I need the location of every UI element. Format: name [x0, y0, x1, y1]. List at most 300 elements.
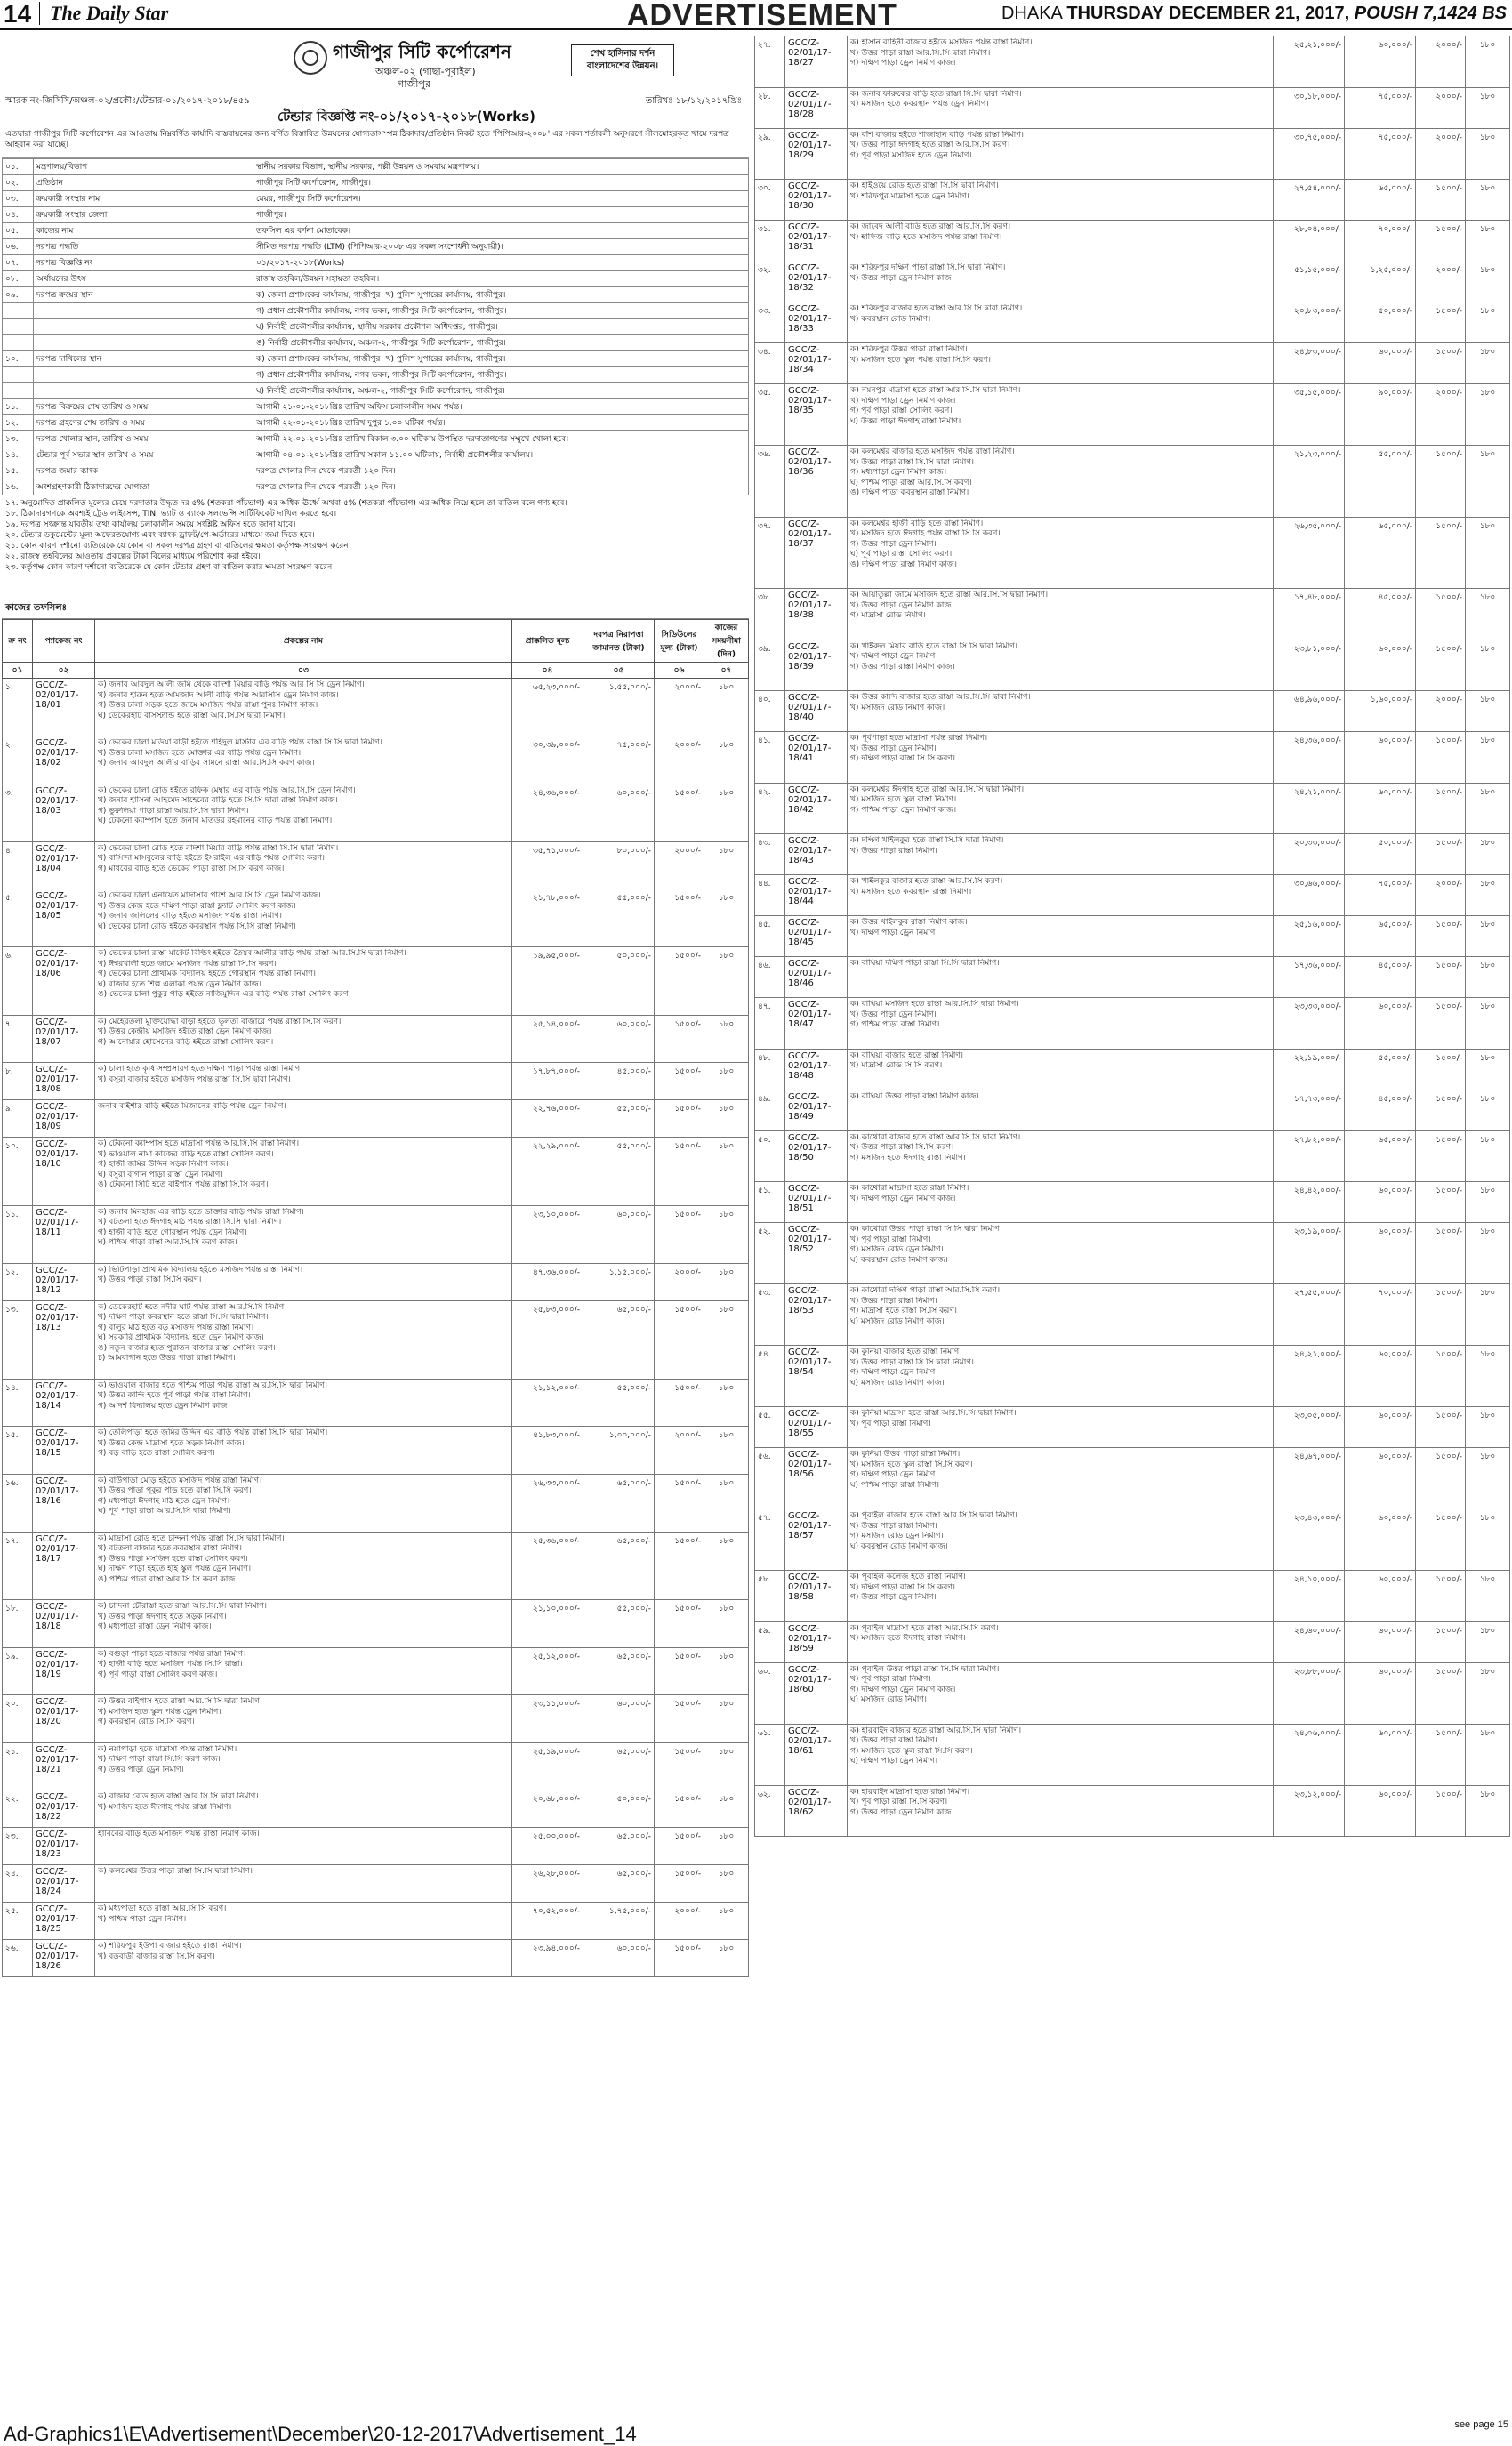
row-package: GCC/Z-02/01/17-18/21: [33, 1742, 95, 1790]
row-package: GCC/Z-02/01/17-18/37: [785, 517, 848, 589]
table-row: [3, 1138, 749, 1206]
table-row: [755, 1448, 1510, 1509]
row-security-deposit: ৬০,০০০/-: [1345, 783, 1416, 834]
description-line: ঘ) টেকনো ক্যাম্পাস হতে জনাব মতিউর রহমানের বাড়ি পর্যন্ত রাস্তা নির্মাণ।: [98, 817, 333, 825]
row-serial: ২৬.: [3, 1940, 33, 1977]
table-row: [755, 783, 1510, 834]
description-line: ক) কলমেশ্বর উত্তর পাড়া রাস্তা সি.সি দ্বারা নির্মাণ।: [98, 1867, 253, 1876]
table-row: [755, 691, 1510, 732]
description-line: গ) মসজিদ হতে ঈদগাহ রাস্তা নির্মাণ।: [850, 1153, 966, 1163]
row-serial: ১৯.: [3, 1647, 33, 1695]
row-duration-days: ১৮০: [704, 1865, 749, 1903]
row-security-deposit: ৮০,০০০/-: [583, 841, 655, 889]
table-row: [3, 947, 749, 1016]
row-estimated-cost: ২৩,৪৩,০০০/-: [1274, 1509, 1345, 1571]
table-row: [3, 1828, 749, 1865]
row-security-deposit: ৬০,০০০/-: [583, 1695, 655, 1743]
issue-date-bangla: POUSH 7,1424 BS: [1354, 4, 1507, 23]
row-security-deposit: ৬৫,০০০/-: [1345, 180, 1416, 221]
row-serial: ৩৫.: [755, 384, 785, 446]
row-duration-days: ১৮০: [1466, 834, 1510, 875]
description-line: ক) দক্ষিণ খাইলকুর হতে রাস্তা সি.সি দ্বারা নির্মাণ।: [850, 836, 1004, 845]
row-schedule-price: ১৫০০/-: [1416, 732, 1466, 784]
description-line: গ) বড় বাড়ি হতে রাস্তা সোলিং করণ।: [98, 1449, 215, 1458]
page-number: 14: [4, 0, 32, 28]
info-row: [3, 319, 749, 335]
table-column-number: ০৩: [95, 663, 512, 679]
description-line: গ) মসজিদ রোড ড্রেন নির্মাণ।: [850, 1532, 944, 1541]
row-estimated-cost: ৪৭,৩৬,০০০/-: [512, 1263, 583, 1300]
row-serial: ৫৮.: [755, 1571, 785, 1622]
row-duration-days: ১৮০: [704, 1742, 749, 1790]
description-line: ক) নয়াপাড়া হতে মাদ্রাসা পর্যন্ত রাস্তা নির্মাণ।: [98, 1744, 237, 1754]
row-description: [848, 1130, 1274, 1182]
row-schedule-price: ২০০০/-: [655, 1903, 704, 1940]
row-package: GCC/Z-02/01/17-18/02: [33, 736, 95, 784]
row-estimated-cost: ২২,২৯,০০০/-: [512, 1138, 583, 1206]
row-package: GCC/Z-02/01/17-18/06: [33, 947, 95, 1016]
row-description: [848, 1223, 1274, 1284]
row-duration-days: ১৮০: [1466, 1090, 1510, 1130]
row-schedule-price: ১৫০০/-: [1416, 957, 1466, 998]
info-row: [3, 383, 749, 399]
row-estimated-cost: ২৭,৫৪,০০০/-: [1274, 180, 1345, 221]
row-security-deposit: ৭০,০০০/-: [1345, 1284, 1416, 1346]
table-header: দরপত্র নিরাপত্তা জামানত (টাকা): [583, 620, 655, 663]
table-row: [755, 1571, 1510, 1622]
description-line: ক) তেলিপাড়া হতে জমির উদ্দিন এর বাড়ি পর্যন্ত রাস্তা সি.সি দ্বারা নির্মাণ।: [98, 1428, 328, 1437]
info-row-number: ০৩.: [3, 191, 34, 207]
row-serial: ৫৫.: [755, 1407, 785, 1448]
table-row: [3, 1940, 749, 1977]
description-line: গ) ভেকের চালা প্রাথমিক বিদ্যালয় হইতে গোরস্থান পর্যন্ত রাস্তা নির্মাণ।: [98, 970, 316, 978]
row-schedule-price: ১৫০০/-: [655, 1138, 704, 1206]
row-serial: ২০.: [3, 1695, 33, 1743]
table-row: [755, 180, 1510, 221]
description-line: খ) উত্তর পাড়া রাস্তা নির্মাণ।: [850, 846, 937, 856]
row-serial: ৪৯.: [755, 1090, 785, 1130]
row-description: [848, 1448, 1274, 1509]
table-row: [755, 1785, 1510, 1837]
table-row: [755, 446, 1510, 518]
info-row-number: ১৪.: [3, 447, 34, 463]
row-package: GCC/Z-02/01/17-18/07: [33, 1015, 95, 1063]
row-estimated-cost: ২৩,৩৩,০০০/-: [1274, 998, 1345, 1050]
row-package: GCC/Z-02/01/17-18/50: [785, 1130, 848, 1182]
row-estimated-cost: ৬৪,৯৬,০০০/-: [1274, 691, 1345, 732]
description-line: গ) উত্তর ঢালা সড়ক হতে জামে মসজিদ পর্যন্ত রাস্তা পুনঃ নির্মাণ কাজ।: [98, 701, 318, 710]
row-serial: ৩০.: [755, 180, 785, 221]
row-serial: ৪৭.: [755, 998, 785, 1050]
row-duration-days: ১৮০: [704, 1695, 749, 1743]
description-line: খ) বটতলা হতে ঈদগাহ মাঠ পর্যন্ত রাস্তা সি.সি দ্বারা নির্মাণ।: [98, 1218, 282, 1227]
row-schedule-price: ১৫০০/-: [1416, 1346, 1466, 1407]
row-duration-days: ১৮০: [704, 736, 749, 784]
table-row: [755, 1182, 1510, 1223]
description-line: খ) মসজিদ রোড নির্মাণ কাজ।: [850, 703, 945, 712]
row-security-deposit: ৫৫,০০০/-: [583, 889, 655, 947]
table-row: [755, 1621, 1510, 1662]
description-line: ক) কলমেশ্বর হাজী বাড়ি হতে রাস্তা নির্মাণ।: [850, 519, 984, 528]
row-estimated-cost: ২৩,১০,০০০/-: [512, 1205, 583, 1263]
row-estimated-cost: ২১,১০,০০০/-: [512, 1600, 583, 1648]
row-serial: ১৬.: [3, 1474, 33, 1532]
row-description: [848, 1785, 1274, 1837]
description-line: গ) হাজী বাড়ি হতে গোরস্থান পর্যন্ত ড্রেন নির্মাণ।: [98, 1227, 247, 1237]
row-package: GCC/Z-02/01/17-18/19: [33, 1647, 95, 1695]
row-package: GCC/Z-02/01/17-18/58: [785, 1571, 848, 1622]
row-duration-days: ১৮০: [1466, 446, 1510, 518]
description-line: ক) বাঘিয়া উত্তর পাড়া রাস্তা নির্মাণ কাজ।: [850, 1091, 979, 1101]
description-line: খ) উত্তর পাড়া পুকুর পাড় হতে রাস্তা সি.সি করণ।: [98, 1486, 252, 1495]
row-package: GCC/Z-02/01/17-18/59: [785, 1621, 848, 1662]
row-security-deposit: ৬৫,০০০/-: [1345, 1130, 1416, 1182]
row-estimated-cost: ২৫,০০,০০০/-: [512, 1828, 583, 1865]
row-security-deposit: ১,৫৫,০০০/-: [583, 679, 655, 736]
description-line: ক) বাজার রোড হতে রাস্তা আর.সি.সি দ্বারা নির্মাণ।: [98, 1792, 259, 1801]
row-duration-days: ১৮০: [1466, 783, 1510, 834]
row-security-deposit: ৬৫,০০০/-: [583, 1742, 655, 1790]
description-line: ক) ভাওয়াল বাজার হতে পশ্চিম পাড়া পর্যন্ত রাস্তা আর.সি.সি দ্বারা নির্মাণ।: [98, 1380, 327, 1390]
info-row-value: আগামী ২১-০১-২০১৮খ্রিঃ তারিখ অফিস চলাকালীন সময় পর্যন্ত।: [253, 399, 749, 415]
organization-name: গাজীপুর সিটি কর্পোরেশন: [333, 41, 511, 62]
row-description: [848, 180, 1274, 221]
row-description: [95, 841, 512, 889]
row-security-deposit: ১,৭৫,০০০/-: [583, 1903, 655, 1940]
row-serial: ২৩.: [3, 1828, 33, 1865]
info-row-value: আগামী ২২-০১-২০১৮খ্রিঃ তারিখ বিকাল ৩.০০ ঘটিকায় উপস্থিত দরদাতাগণের সম্মুখে খোলা হবে।: [253, 431, 749, 447]
row-schedule-price: ১৫০০/-: [655, 1742, 704, 1790]
row-description: [95, 1940, 512, 1977]
row-duration-days: ১৮০: [704, 1828, 749, 1865]
tender-title: টেন্ডার বিজ্ঞপ্তি নং-০১/২০১৭-২০১৮(Works): [277, 109, 536, 125]
description-line: খ) দক্ষিণ পাড়া রাস্তা সি.সি করণ কাজ।: [98, 1755, 221, 1764]
description-line: খ) মসজিদ হতে কবরস্থান রাস্তা নির্মাণ।: [850, 887, 972, 897]
row-schedule-price: ১৫০০/-: [1416, 916, 1466, 957]
description-line: গ) বালুর মাঠ হতে বড় মসজিদ পর্যন্ত রাস্তা নির্মাণ।: [98, 1323, 254, 1332]
description-line: খ) মসজিদ হতে স্কুল রাস্তা নির্মাণ।: [850, 795, 957, 804]
description-line: খ) উত্তর পাড়া রাস্তা আর.সি.সি দ্বারা নির্মাণ।: [850, 48, 991, 58]
description-line: গ) উত্তর পাড়া ড্রেন নির্মাণ।: [850, 539, 937, 549]
table-column-number: ০২: [33, 663, 95, 679]
row-description: [848, 1662, 1274, 1724]
description-line: ক) হাসান বাহিনী বাজার হইতে মসজিদ পর্যন্ত রাস্তা নির্মাণ।: [850, 38, 1033, 47]
row-schedule-price: ১৫০০/-: [1416, 1049, 1466, 1090]
row-description: [95, 1063, 512, 1100]
info-row-label: [34, 319, 253, 335]
row-schedule-price: ১৫০০/-: [655, 1300, 704, 1379]
row-description: [848, 517, 1274, 589]
row-schedule-price: ১৫০০/-: [1416, 343, 1466, 384]
row-description: [95, 1015, 512, 1063]
row-security-deposit: ৭৫,০০০/-: [1345, 128, 1416, 180]
row-package: GCC/Z-02/01/17-18/55: [785, 1407, 848, 1448]
paper-name: The Daily Star: [50, 2, 169, 24]
row-description: [848, 302, 1274, 343]
row-description: [848, 221, 1274, 261]
row-estimated-cost: ২৪,৬৭,০০০/-: [1274, 1448, 1345, 1509]
description-line: গ) মসজিদ হতে স্কুল রাস্তা সি.সি করণ।: [850, 1746, 973, 1756]
row-duration-days: ১৮০: [704, 1532, 749, 1600]
info-row-label: প্রতিষ্ঠান: [34, 175, 253, 191]
row-serial: ৫১.: [755, 1182, 785, 1223]
table-row: [3, 1790, 749, 1828]
description-line: খ) হাজী বাড়ি হতে মসজিদ পর্যন্ত সি.সি রাস্তা।: [98, 1660, 243, 1669]
row-schedule-price: ১৫০০/-: [1416, 640, 1466, 691]
row-serial: ৩৪.: [755, 343, 785, 384]
table-row: [3, 1695, 749, 1743]
row-estimated-cost: ২৩,১১,০০০/-: [512, 1695, 583, 1743]
row-serial: ৫০.: [755, 1130, 785, 1182]
description-line: ক) পূবাইল কলেজ হতে রাস্তা নির্মাণ।: [850, 1573, 966, 1581]
row-schedule-price: ১৫০০/-: [655, 784, 704, 841]
info-row-value: দরপত্র খোলার দিন থেকে পরবর্তী ১২০ দিন।: [253, 479, 749, 495]
row-estimated-cost: ৭০,৫২,০০০/-: [512, 1903, 583, 1940]
row-duration-days: ১৮০: [1466, 1621, 1510, 1662]
info-row-value: ০১/২০১৭-২০১৮(Works): [253, 255, 749, 271]
row-package: GCC/Z-02/01/17-18/16: [33, 1474, 95, 1532]
row-description: [848, 783, 1274, 834]
row-security-deposit: ৬৫,০০০/-: [1345, 916, 1416, 957]
district-name: গাজীপুর: [398, 78, 430, 90]
row-duration-days: ১৮০: [704, 784, 749, 841]
description-line: খ) উত্তর পাড়া ড্রেন নির্মাণ কাজ।: [850, 273, 954, 283]
description-line: গ) উত্তর পাড়া রাস্তা নির্মাণ কাজ।: [850, 662, 955, 672]
masthead-divider: [39, 2, 40, 25]
description-line: ঘ) মসজিদ রোড নির্মাণ কাজ।: [850, 1316, 945, 1326]
row-description: [848, 834, 1274, 875]
description-line: ঘ) বাজার হতে শিল্প এলাকা পর্যন্ত ড্রেন নির্মাণ কাজ।: [98, 979, 261, 989]
row-security-deposit: ৬০,০০০/-: [1345, 1724, 1416, 1785]
row-duration-days: ১৮০: [1466, 691, 1510, 732]
row-duration-days: ১৮০: [1466, 957, 1510, 998]
description-line: ঘ) বসুরা বাগান পাড়া রাস্তা ড্রেন নির্মাণ।: [98, 1170, 223, 1179]
row-estimated-cost: ২৩,১২,০০০/-: [1274, 1785, 1345, 1837]
info-row-label: দরপত্র বিক্রয়ের শেষ তারিখ ও সময়: [34, 399, 253, 415]
row-description: [848, 1182, 1274, 1223]
row-duration-days: ১৮০: [1466, 36, 1510, 88]
description-line: গ) পূর্ব পাড়া রাস্তা সোলিং করণ কাজ।: [98, 1670, 218, 1679]
row-estimated-cost: ২২,৭৬,০০০/-: [512, 1100, 583, 1138]
note-line: ১৮. ঠিকাদারগণকে অবশ্যই ট্রেড লাইসেন্স, TIN, ভ্যাট ও ব্যাংক সলভেন্সি সার্টিফিকেট দাখিল করতে হবে।: [5, 510, 337, 519]
description-line: ঘ) দক্ষিণ পাড়া হইতে হাই স্কুল পর্যন্ত ড্রেন নির্মাণ।: [98, 1565, 252, 1573]
description-line: খ) দক্ষিণ পাড়া কবরস্থান হতে রাস্তা সি.সি দ্বারা নির্মাণ।: [98, 1313, 269, 1322]
description-line: ক) কলমেশ্বর বাজার হতে মসজিদ পর্যন্ত রাস্তা নির্মাণ।: [850, 447, 1015, 456]
note-line: ১৭. অনুমোদিত প্রাক্কলিত মূল্যের চেয়ে দরদাতার উদ্ধৃত দর ৫% (শতকরা পাঁচভাগ) এর অধিক ঊর্ধ্বে অথবা ৫% (শতকরা পাঁচভাগ) এর অধিক নিম্নে হলে তা বাতিল বলে গণ্য হবে।: [5, 499, 567, 508]
tender-notes: [2, 495, 749, 599]
row-serial: ৪৩.: [755, 834, 785, 875]
description-line: গ) হাজী জমির উদ্দিন সড়ক নির্মাণ কাজ।: [98, 1160, 229, 1169]
row-description: [848, 128, 1274, 180]
row-package: GCC/Z-02/01/17-18/25: [33, 1903, 95, 1940]
row-estimated-cost: ২৬,৩৫,০০০/-: [1274, 517, 1345, 589]
row-package: GCC/Z-02/01/17-18/44: [785, 875, 848, 916]
description-line: গ) ভুরুলিয়া পাড়া রাস্তা আর.সি.সি দ্বারা নির্মাণ।: [98, 806, 249, 816]
row-package: GCC/Z-02/01/17-18/42: [785, 783, 848, 834]
row-duration-days: ১৮০: [704, 1600, 749, 1648]
row-security-deposit: ৬৫,০০০/-: [583, 1865, 655, 1903]
table-row: [755, 1407, 1510, 1448]
row-package: GCC/Z-02/01/17-18/47: [785, 998, 848, 1050]
table-row: [755, 1509, 1510, 1571]
row-package: GCC/Z-02/01/17-18/30: [785, 180, 848, 221]
row-duration-days: ১৮০: [1466, 128, 1510, 180]
row-package: GCC/Z-02/01/17-18/32: [785, 261, 848, 302]
row-serial: ৪০.: [755, 691, 785, 732]
row-schedule-price: ১৫০০/-: [1416, 302, 1466, 343]
description-line: খ) বড়বাড়ী বাজার রাস্তা সি.সি করণ।: [98, 1951, 215, 1961]
row-estimated-cost: ৩০,১৮,০০০/-: [1274, 87, 1345, 128]
row-duration-days: ১৮০: [704, 947, 749, 1016]
info-row: [3, 399, 749, 415]
row-description: [95, 679, 512, 736]
description-line: খ) মসজিদ হতে স্কুল রাস্তা সি.সি করণ।: [850, 1460, 973, 1469]
info-row: [3, 175, 749, 191]
row-serial: ৪৬.: [755, 957, 785, 998]
row-estimated-cost: ৩০,৭৫,০০০/-: [1274, 128, 1345, 180]
row-package: GCC/Z-02/01/17-18/05: [33, 889, 95, 947]
info-row-label: দরপত্র গ্রহণের শেষ তারিখ ও সময়: [34, 415, 253, 431]
description-line: ক) জাবেদ আলী বাড়ি হতে রাস্তা আর.সি.সি করণ।: [850, 222, 1011, 231]
row-package: GCC/Z-02/01/17-18/48: [785, 1049, 848, 1090]
row-duration-days: ১৮০: [1466, 343, 1510, 384]
table-row: [755, 517, 1510, 589]
info-row-label: অংশগ্রহণকারী ঠিকাদারদের যোগ্যতা: [34, 479, 253, 495]
row-estimated-cost: ২৫,১৬,০০০/-: [1274, 916, 1345, 957]
row-description: [848, 732, 1274, 784]
table-row: [755, 36, 1510, 88]
info-row-label: দরপত্র বিজ্ঞপ্তি নং: [34, 255, 253, 271]
description-line: ক) উত্তর কান্দি বাজার হতে রাস্তা আর.সি.সি দ্বারা নির্মাণ।: [850, 693, 1031, 702]
row-duration-days: ১৮০: [1466, 221, 1510, 261]
row-serial: ৩৭.: [755, 517, 785, 589]
row-package: GCC/Z-02/01/17-18/31: [785, 221, 848, 261]
row-schedule-price: ১৫০০/-: [655, 947, 704, 1016]
row-schedule-price: ১৫০০/-: [1416, 1407, 1466, 1448]
description-line: ক) পূবাইল বাজার হতে রাস্তা আর.সি.সি দ্বারা নির্মাণ।: [850, 1511, 1017, 1520]
row-duration-days: ১৮০: [1466, 517, 1510, 589]
row-schedule-price: ২০০০/-: [655, 1427, 704, 1475]
row-serial: ২.: [3, 736, 33, 784]
row-package: GCC/Z-02/01/17-18/27: [785, 36, 848, 88]
description-line: ক) ভেকের চালা রাস্তা মার্কেট বিল্ডিং হইতে তৈয়ব আলীর বাড়ি পর্যন্ত রাস্তা আর.সি.সি দ্বারা নির্মাণ।: [98, 949, 406, 958]
row-serial: ২৭.: [755, 36, 785, 88]
row-schedule-price: ১৫০০/-: [655, 1790, 704, 1828]
row-security-deposit: ৬০,০০০/-: [1345, 732, 1416, 784]
description-line: খ) ঈশ্বরখালী হতে জামে মসজিদ পর্যন্ত রাস্তা সি.সি করণ।: [98, 959, 277, 969]
row-package: GCC/Z-02/01/17-18/09: [33, 1100, 95, 1138]
row-duration-days: ১৮০: [704, 1903, 749, 1940]
row-description: [848, 87, 1274, 128]
description-line: ক) বাঁশ বাজার হইতে শাজাহান বাড়ি পর্যন্ত রাস্তা নির্মাণ।: [850, 130, 1024, 140]
row-serial: ৮.: [3, 1063, 33, 1100]
info-row: [3, 287, 749, 303]
row-duration-days: ১৮০: [704, 1263, 749, 1300]
row-package: GCC/Z-02/01/17-18/57: [785, 1509, 848, 1571]
info-row-label: [34, 335, 253, 351]
row-duration-days: ১৮০: [704, 679, 749, 736]
row-description: [95, 889, 512, 947]
row-package: GCC/Z-02/01/17-18/17: [33, 1532, 95, 1600]
row-package: GCC/Z-02/01/17-18/39: [785, 640, 848, 691]
row-package: GCC/Z-02/01/17-18/62: [785, 1785, 848, 1837]
description-line: ক) মধ্যপাড়া হতে রাস্তা আর.সি.সি করণ।: [98, 1904, 227, 1913]
table-row: [3, 1063, 749, 1100]
description-line: গ) কবরস্থান রোড সি.সি করণ।: [98, 1718, 195, 1726]
description-line: জনাব বাইশার বাড়ি হইতে মিজানের বাড়ি পর্যন্ত ড্রেন নির্মাণ।: [98, 1102, 286, 1111]
row-description: [848, 261, 1274, 302]
row-description: [95, 1263, 512, 1300]
table-row: [755, 343, 1510, 384]
description-line: গ) উত্তর পাড়া ড্রেন নির্মাণ।: [850, 1593, 937, 1602]
row-description: [95, 1205, 512, 1263]
notice-intro: এতদ্বারা গাজীপুর সিটি কর্পোরেশন এর আওতায় নিম্নবর্ণিত কার্যাদি বাস্তবায়নের জন্য বর্ণিত বিস্তারিত উন্নয়নের যোগ্যতাসম্পন্ন ঠিকাদার/প্রতিষ্ঠান নিকট হতে 'পিপিআর-২০০৮' এর সকল শর্তাবলী অনুসরণে সীলমোহরকৃত খামে দরপত্র আহবান করা যাচ্ছে।: [2, 125, 749, 158]
table-row: [755, 1130, 1510, 1182]
row-serial: ৩.: [3, 784, 33, 841]
table-row: [3, 1427, 749, 1475]
row-package: GCC/Z-02/01/17-18/41: [785, 732, 848, 784]
row-security-deposit: ৬০,০০০/-: [583, 784, 655, 841]
row-duration-days: ১৮০: [1466, 87, 1510, 128]
description-line: খ) বটতলা বাজার হতে কবরস্থান রাস্তা নির্মাণ।: [98, 1544, 242, 1553]
info-row-label: ক্রয়কারী সংস্থার জেলা: [34, 207, 253, 223]
description-line: গ) মধ্যপাড়া ঈদগাহ মাঠ হতে ড্রেন নির্মাণ।: [98, 1496, 230, 1506]
description-line: ঙ) পশ্চিম পাড়া রাস্তা আর.সি.সি করণ কাজ।: [98, 1574, 238, 1584]
table-row: [3, 1742, 749, 1790]
row-schedule-price: ১৫০০/-: [1416, 1448, 1466, 1509]
description-line: ক) শরিফপুর দক্ষিণ পাড়া রাস্তা সি.সি দ্বারা নির্মাণ।: [850, 263, 1006, 272]
row-schedule-price: ২০০০/-: [655, 736, 704, 784]
info-row-value: ঙ) নির্বাহী প্রকৌশলীর কার্যালয়, অঞ্চল-২, গাজীপুর সিটি কর্পোরেশন, গাজীপুর।: [253, 335, 749, 351]
description-line: ক) ভিটিপাড়া প্রাথমিক বিদ্যালয় হইতে মসজিদ পর্যন্ত রাস্তা নির্মাণ।: [98, 1265, 303, 1275]
description-line: ক) উত্তর খাইলকুর রাস্তা নির্মাণ কাজ।: [850, 918, 968, 927]
row-security-deposit: ৬৫,০০০/-: [583, 1532, 655, 1600]
row-security-deposit: ৫০,০০০/-: [583, 947, 655, 1016]
description-line: গ) মধ্যপাড়া রাস্তা ড্রেন নির্মাণ কাজ।: [98, 1622, 212, 1631]
row-estimated-cost: ২৪,৩৬,০০০/-: [512, 784, 583, 841]
row-duration-days: ১৮০: [1466, 1571, 1510, 1622]
row-serial: ৪৪.: [755, 875, 785, 916]
row-serial: ৪১.: [755, 732, 785, 784]
row-description: [95, 1379, 512, 1427]
description-line: গ) জনাব জলিলের বাড়ি হইতে মসজিদ পর্যন্ত রাস্তা নির্মাণ।: [98, 912, 282, 921]
description-line: খ) উত্তর পাড়া ঈদগাহ হতে রাস্তা আর.সি.সি করণ।: [850, 141, 1010, 149]
info-row-number: ০৪.: [3, 207, 34, 223]
row-security-deposit: ৬০,০০০/-: [1345, 1407, 1416, 1448]
info-row-label: অর্থায়নের উৎস: [34, 271, 253, 287]
info-row-value: তফসিল এর বর্ণনা মোতাবেক।: [253, 223, 749, 239]
row-package: GCC/Z-02/01/17-18/13: [33, 1300, 95, 1379]
description-line: ক) মাদ্রাসা রোড হতে চান্দনা পর্যন্ত রাস্তা সি.সি দ্বারা নির্মাণ।: [98, 1533, 285, 1543]
info-row-value: রাজস্ব তহবিল/উন্নয়ন সহায়তা তহবিল।: [253, 271, 749, 287]
table-row: [755, 302, 1510, 343]
table-row: [3, 679, 749, 736]
row-security-deposit: ৬০,০০০/-: [1345, 1621, 1416, 1662]
table-header: সিডিউলের মূল্য (টাকা): [655, 620, 704, 663]
row-security-deposit: ৬০,০০০/-: [1345, 1346, 1416, 1407]
info-row-label: মন্ত্রণালয়/বিভাগ: [34, 159, 253, 175]
row-serial: ২২.: [3, 1790, 33, 1828]
row-security-deposit: ৬৫,০০০/-: [583, 1828, 655, 1865]
row-schedule-price: ১৫০০/-: [655, 1474, 704, 1532]
row-package: GCC/Z-02/01/17-18/51: [785, 1182, 848, 1223]
info-row-number: [3, 319, 34, 335]
row-schedule-price: ১৫০০/-: [655, 1100, 704, 1138]
row-duration-days: ১৮০: [704, 1015, 749, 1063]
description-line: গ) দক্ষিণ পাড়া ড্রেন নির্মাণ কাজ।: [850, 1685, 956, 1694]
file-path: Ad-Graphics1\E\Advertisement\December\20-12-2017\Advertisement_14: [4, 2423, 637, 2445]
info-row-number: [3, 383, 34, 399]
